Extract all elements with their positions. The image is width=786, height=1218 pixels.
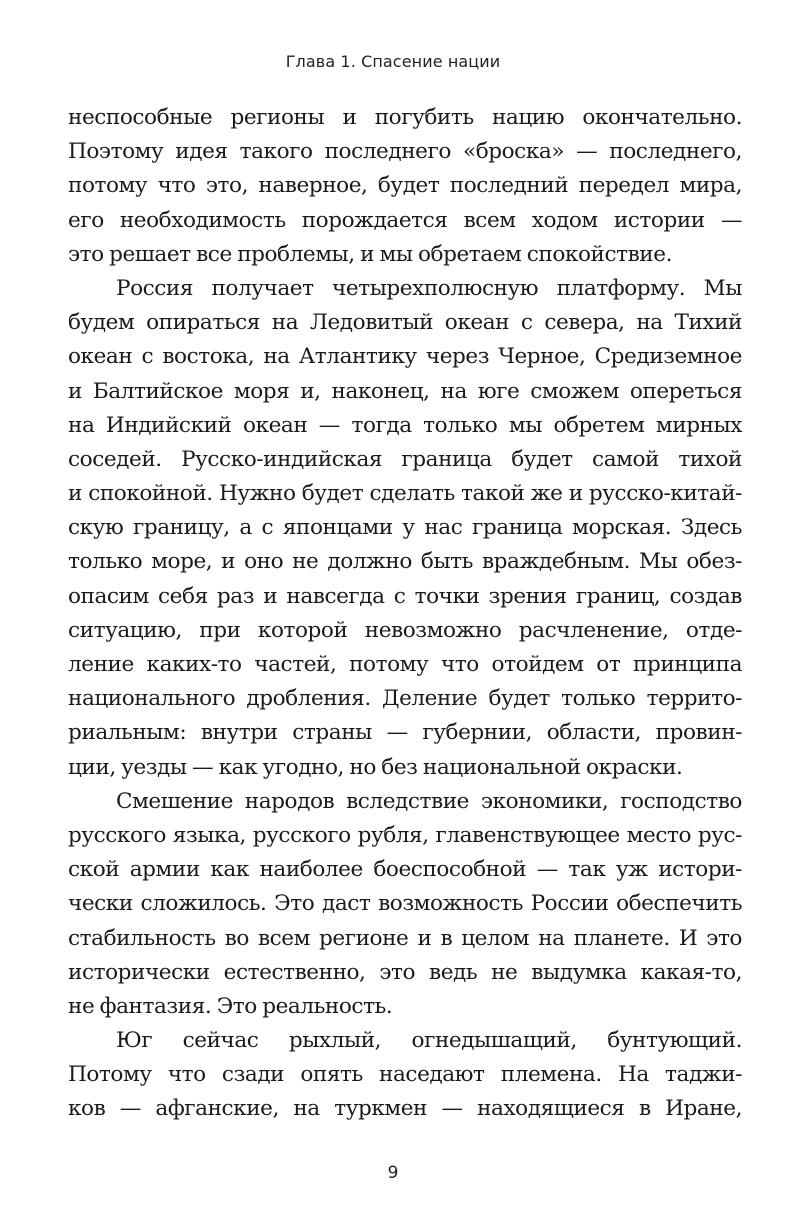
text-line: ской армии как наиболее боеспособной — так уж истори-: [68, 857, 742, 883]
text-line: это решает все проблемы, и мы обретаем спокойствие.: [68, 241, 672, 267]
running-head: Глава 1. Спасение нации: [285, 52, 501, 71]
paragraph-first-line: Юг сейчас рыхлый, огнедышащий, бунтующий.: [116, 1028, 742, 1054]
text-line: риальным: внутри страны — губернии, области, провин-: [68, 720, 742, 746]
text-line: русского языка, русского рубля, главенствующее место рус-: [68, 822, 742, 848]
text-line: ситуацию, при которой невозможно расчленение, отде-: [68, 617, 742, 643]
text-line: будем опираться на Ледовитый океан с севера, на Тихий: [68, 310, 742, 336]
text-line: на Индийский океан — тогда только мы обретем мирных: [68, 412, 742, 438]
paragraph-first-line: Россия получает четырехполюсную платформу. Мы: [116, 275, 742, 301]
text-line: Потому что сзади опять наседают племена. На таджи-: [68, 1062, 742, 1088]
text-line: не фантазия. Это реальность.: [68, 993, 393, 1019]
text-line: потому что это, наверное, будет последний передел мира,: [68, 173, 742, 199]
text-line: национального дробления. Деление будет только террито-: [68, 686, 742, 712]
text-line: и Балтийское моря и, наконец, на юге сможем опереться: [68, 378, 742, 404]
text-line: чески сложилось. Это даст возможность России обеспечить: [68, 891, 742, 917]
text-line: Поэтому идея такого последнего «броска» — последнего,: [68, 139, 742, 165]
text-line: океан с востока, на Атлантику через Черное, Средиземное: [68, 344, 742, 370]
page-number: 9: [387, 1163, 399, 1183]
paragraph-first-line: Смешение народов вследствие экономики, господство: [116, 788, 742, 814]
text-line: и спокойной. Нужно будет сделать такой же и русско-китай-: [68, 481, 742, 507]
text-line: его необходимость порождается всем ходом истории —: [68, 207, 742, 233]
text-line: ции, уезды — как угодно, но без национальной окраски.: [68, 754, 683, 780]
text-line: стабильность во всем регионе и в целом на планете. И это: [68, 925, 742, 951]
text-line: неспособные регионы и погубить нацию окончательно.: [68, 105, 742, 130]
text-line: только море, и оно не должно быть враждебным. Мы обез-: [68, 549, 742, 575]
text-line: скую границу, а с японцами у нас граница морская. Здесь: [68, 515, 742, 541]
text-line: исторически естественно, это ведь не выдумка какая-то,: [68, 959, 742, 985]
text-line: ков — афганские, на туркмен — находящиеся в Иране,: [68, 1096, 742, 1122]
text-line: ление каких-то частей, потому что отойдем от принципа: [68, 652, 742, 677]
text-line: соседей. Русско-индийская граница будет самой тихой: [68, 446, 742, 472]
body-text: [68, 101, 742, 1127]
text-line: опасим себя раз и навсегда с точки зрения границ, создав: [68, 583, 742, 609]
